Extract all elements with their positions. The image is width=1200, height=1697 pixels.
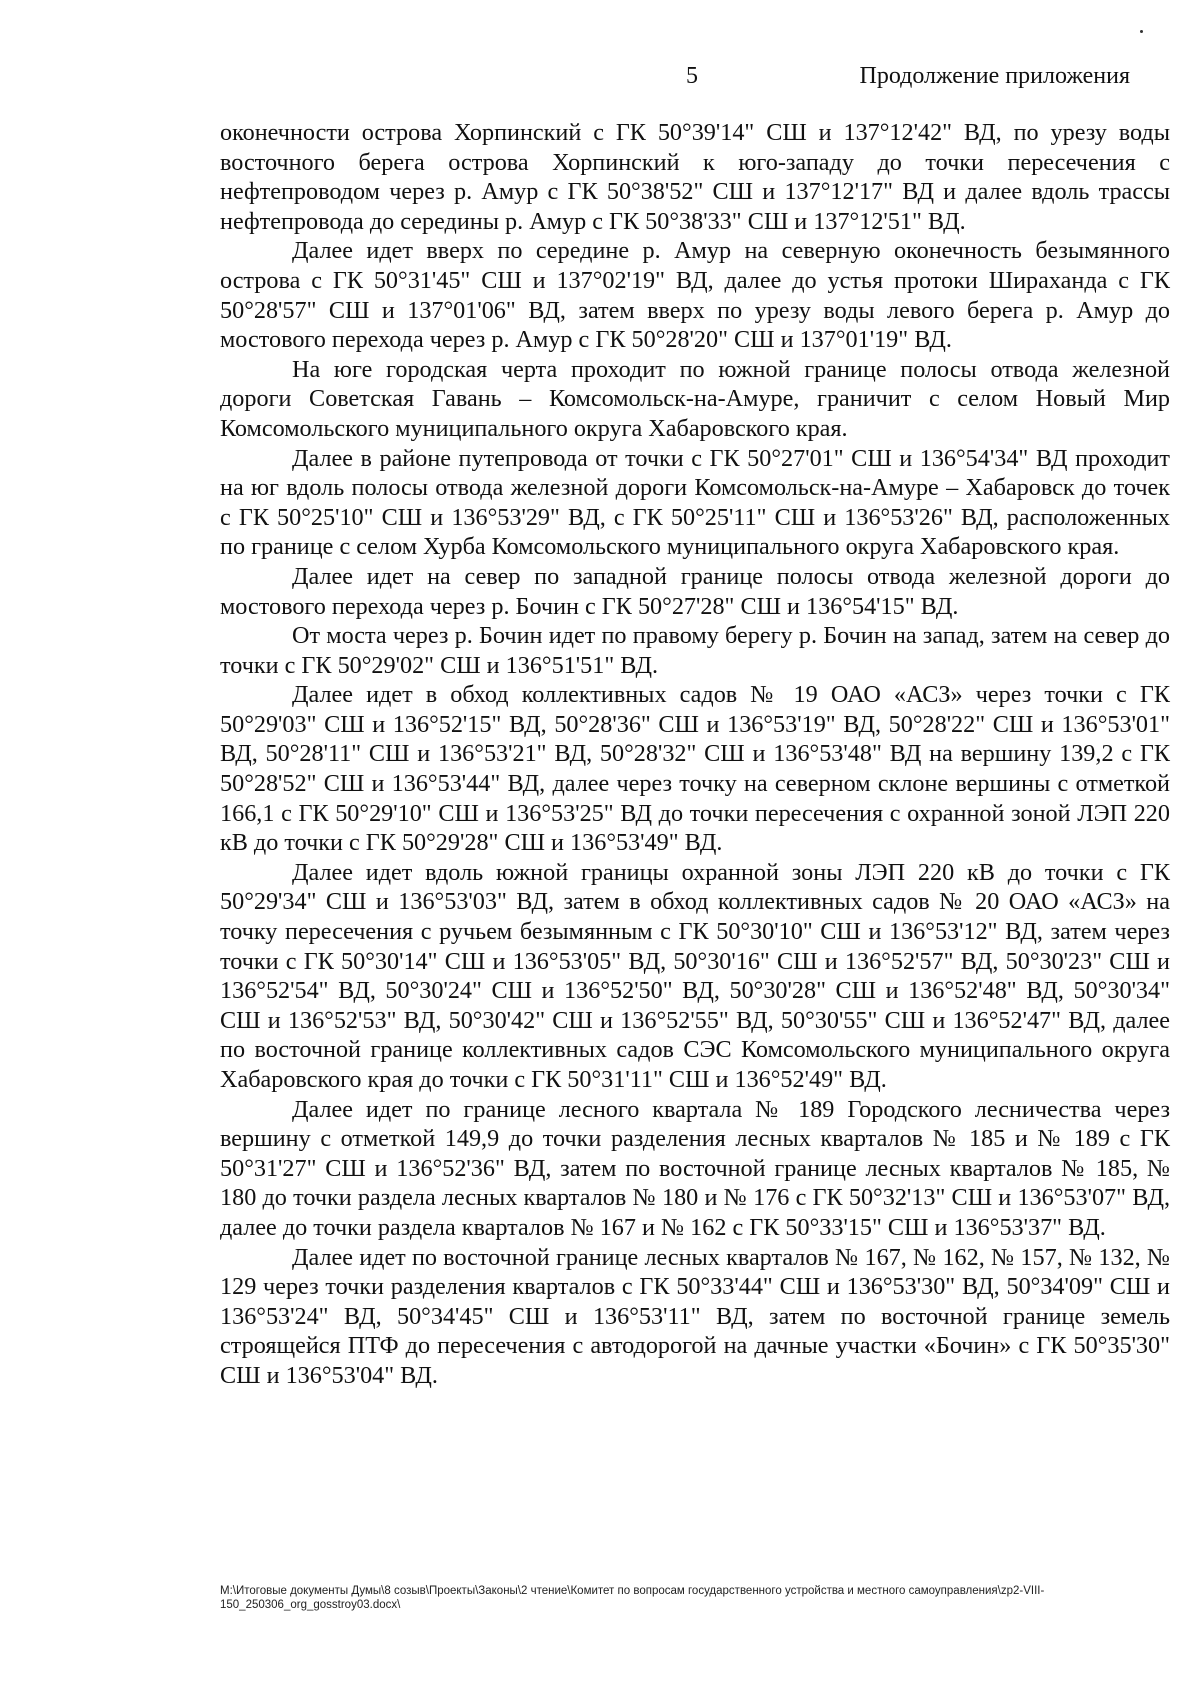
paragraph-7: Далее идет в обход коллективных садов № 19 ОАО «АСЗ» через точки с ГК 50°29'03" СШ и 136°52'15" ВД, 50°28'36" СШ и 136°53'19" ВД, 50°28'22" СШ и 136°53'01" ВД, 50°28'11" СШ и 136°53'21" ВД, 50°28'32" СШ и 136°53'48" ВД на вершину 139,2 с ГК 50°28'52" СШ и 136°53'44" ВД, далее через точку на северном склоне вершины с отметкой 166,1 с ГК 50°29'10" СШ и 136°53'25" ВД до точки пересечения с охранной зоной ЛЭП 220 кВ до точки с ГК 50°29'28" СШ и 136°53'49" ВД. bbox=[220, 681, 1170, 857]
paragraph-3: На юге городская черта проходит по южной границе полосы отвода железной дороги Советская Гавань – Комсомольск-на-Амуре, граничит с селом Новый Мир Комсомольского муниципального округа Хабаровского края. bbox=[220, 355, 1170, 442]
footer-file-path: М:\Итоговые документы Думы\8 созыв\Проекты\Законы\2 чтение\Комитет по вопросам государственного устройства и местного самоуправления\zp2-VIII-150_250306_org_gosstroy03.docx\ bbox=[220, 1585, 1045, 1611]
page-number: 5 bbox=[686, 63, 698, 89]
paragraph-6: От моста через р. Бочин идет по правому берегу р. Бочин на запад, затем на север до точки с ГК 50°29'02" СШ и 136°51'51" ВД. bbox=[220, 622, 1170, 679]
paragraph-4: Далее в районе путепровода от точки с ГК 50°27'01" СШ и 136°54'34" ВД проходит на юг вдоль полосы отвода железной дороги Комсомольск-на-Амуре – Хабаровск до точек с ГК 50°25'10" СШ и 136°53'29" ВД, с ГК 50°25'11" СШ и 136°53'26" ВД, расположенных по границе с селом Хурба Комсомольского муниципального округа Хабаровского края. bbox=[220, 444, 1170, 561]
paragraph-8: Далее идет вдоль южной границы охранной зоны ЛЭП 220 кВ до точки с ГК 50°29'34" СШ и 136°53'03" ВД, затем в обход коллективных садов № 20 ОАО «АСЗ» на точку пересечения с ручьем безымянным с ГК 50°30'10" СШ и 136°53'12" ВД, затем через точки с ГК 50°30'14" СШ и 136°53'05" ВД, 50°30'16" СШ и 136°52'57" ВД, 50°30'23" СШ и 136°52'54" ВД, 50°30'24" СШ и 136°52'50" ВД, 50°30'28" СШ и 136°52'48" ВД, 50°30'34" СШ и 136°52'53" ВД, 50°30'42" СШ и 136°52'55" ВД, 50°30'55" СШ и 136°52'47" ВД, далее по восточной границе коллективных садов СЭС Комсомольского муниципального округа Хабаровского края до точки с ГК 50°31'11" СШ и 136°52'49" ВД. bbox=[220, 858, 1170, 1093]
running-header: Продолжение приложения bbox=[859, 63, 1130, 89]
paragraph-5: Далее идет на север по западной границе полосы отвода железной дороги до мостового перехода через р. Бочин с ГК 50°27'28" СШ и 136°54'15" ВД. bbox=[220, 562, 1170, 620]
scan-speck bbox=[1140, 30, 1143, 33]
document-body bbox=[220, 118, 1170, 1391]
paragraph-1: оконечности острова Хорпинский с ГК 50°39'14" СШ и 137°12'42" ВД, по урезу воды восточного берега острова Хорпинский к юго-западу до точки пересечения с нефтепроводом через р. Амур с ГК 50°38'52" СШ и 137°12'17" ВД и далее вдоль трассы нефтепровода до середины р. Амур с ГК 50°38'33" СШ и 137°12'51" ВД. bbox=[220, 119, 1170, 235]
paragraph-9: Далее идет по границе лесного квартала № 189 Городского лесничества через вершину с отметкой 149,9 до точки разделения лесных кварталов № 185 и № 189 с ГК 50°31'27" СШ и 136°52'36" ВД, затем по восточной границе лесных кварталов № 185, № 180 до точки раздела лесных кварталов № 180 и № 176 с ГК 50°32'13" СШ и 136°53'07" ВД, далее до точки раздела кварталов № 167 и № 162 с ГК 50°33'15" СШ и 136°53'37" ВД. bbox=[220, 1095, 1170, 1241]
paragraph-2: Далее идет вверх по середине р. Амур на северную оконечность безымянного острова с ГК 50°31'45" СШ и 137°02'19" ВД, далее до устья протоки Шираханда с ГК 50°28'57" СШ и 137°01'06" ВД, затем вверх по урезу воды левого берега р. Амур до мостового перехода через р. Амур с ГК 50°28'20" СШ и 137°01'19" ВД. bbox=[220, 237, 1170, 354]
paragraph-10: Далее идет по восточной границе лесных кварталов № 167, № 162, № 157, № 132, № 129 через точки разделения кварталов с ГК 50°33'44" СШ и 136°53'30" ВД, 50°34'09" СШ и 136°53'24" ВД, 50°34'45" СШ и 136°53'11" ВД, затем по восточной границе земель строящейся ПТФ до пересечения с автодорогой на дачные участки «Бочин» с ГК 50°35'30" СШ и 136°53'04" ВД. bbox=[220, 1243, 1170, 1389]
